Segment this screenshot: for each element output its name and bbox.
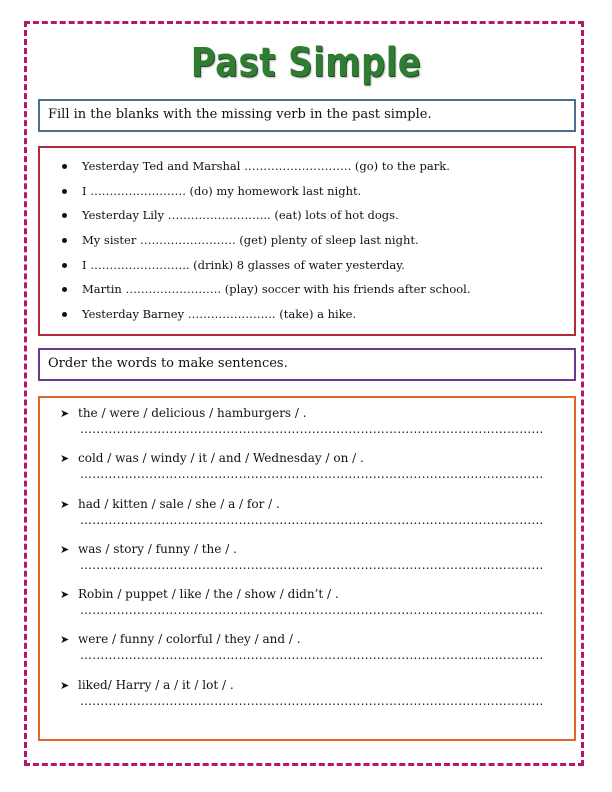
fill-blanks-list bbox=[60, 154, 564, 327]
fill-blank-item: My sister ……………………. (get) plenty of sleep last night. bbox=[60, 228, 564, 253]
answer-line[interactable]: …………………………………………………………………………………………………… bbox=[80, 557, 544, 572]
arrow-bullet-icon: ➤ bbox=[60, 588, 70, 602]
arrow-bullet-icon: ➤ bbox=[60, 497, 70, 511]
fill-blank-item: I …………………….. (drink) 8 glasses of water yesterday. bbox=[60, 253, 564, 278]
bullet-icon bbox=[62, 287, 67, 292]
fill-blanks-box bbox=[38, 146, 576, 336]
order-item: ➤ was / story / funny / the / . …………………………………………………………………………………………………… bbox=[60, 538, 562, 583]
arrow-bullet-icon: ➤ bbox=[60, 452, 70, 466]
order-item: ➤ cold / was / windy / it / and / Wednesday / on / . …………………………………………………………………………………………………… bbox=[60, 447, 562, 492]
fill-blank-item: Yesterday Ted and Marshal ………………………. (go) to the park. bbox=[60, 154, 564, 179]
order-item: ➤ the / were / delicious / hamburgers / . …………………………………………………………………………………………………… bbox=[60, 402, 562, 447]
fill-blank-item: I ……………………. (do) my homework last night. bbox=[60, 179, 564, 204]
bullet-icon bbox=[62, 312, 67, 317]
answer-line[interactable]: …………………………………………………………………………………………………… bbox=[80, 648, 544, 663]
bullet-icon bbox=[62, 238, 67, 243]
fill-blank-item: Yesterday Lily ……………………... (eat) lots of hot dogs. bbox=[60, 203, 564, 228]
bullet-icon bbox=[62, 263, 67, 268]
arrow-bullet-icon: ➤ bbox=[60, 542, 70, 556]
order-item: ➤ Robin / puppet / like / the / show / didn’t / . …………………………………………………………………………………………………… bbox=[60, 583, 562, 628]
order-item: ➤ had / kitten / sale / she / a / for / . …………………………………………………………………………………………………… bbox=[60, 493, 562, 538]
arrow-bullet-icon: ➤ bbox=[60, 678, 70, 692]
instruction-order-words: Order the words to make sentences. bbox=[38, 348, 576, 381]
order-item: ➤ were / funny / colorful / they / and / . …………………………………………………………………………………………………… bbox=[60, 628, 562, 673]
answer-line[interactable]: …………………………………………………………………………………………………… bbox=[80, 603, 544, 618]
answer-line[interactable]: …………………………………………………………………………………………………… bbox=[80, 693, 544, 708]
order-words-box bbox=[38, 396, 576, 741]
bullet-icon bbox=[62, 164, 67, 169]
order-item: ➤ liked/ Harry / a / it / lot / . …………………………………………………………………………………………………… bbox=[60, 674, 562, 719]
answer-line[interactable]: …………………………………………………………………………………………………… bbox=[80, 467, 544, 482]
bullet-icon bbox=[62, 213, 67, 218]
arrow-bullet-icon: ➤ bbox=[60, 633, 70, 647]
order-words-list bbox=[60, 402, 562, 719]
arrow-bullet-icon: ➤ bbox=[60, 407, 70, 420]
answer-line[interactable]: …………………………………………………………………………………………………… bbox=[80, 422, 544, 436]
worksheet-title: Past Simple bbox=[190, 40, 422, 86]
instruction-fill-blanks: Fill in the blanks with the missing verb in the past simple. bbox=[38, 99, 576, 132]
fill-blank-item: Yesterday Barney ………………….. (take) a hike. bbox=[60, 302, 564, 327]
bullet-icon bbox=[62, 189, 67, 194]
answer-line[interactable]: …………………………………………………………………………………………………… bbox=[80, 512, 544, 527]
fill-blank-item: Martin ……………………. (play) soccer with his friends after school. bbox=[60, 277, 564, 302]
